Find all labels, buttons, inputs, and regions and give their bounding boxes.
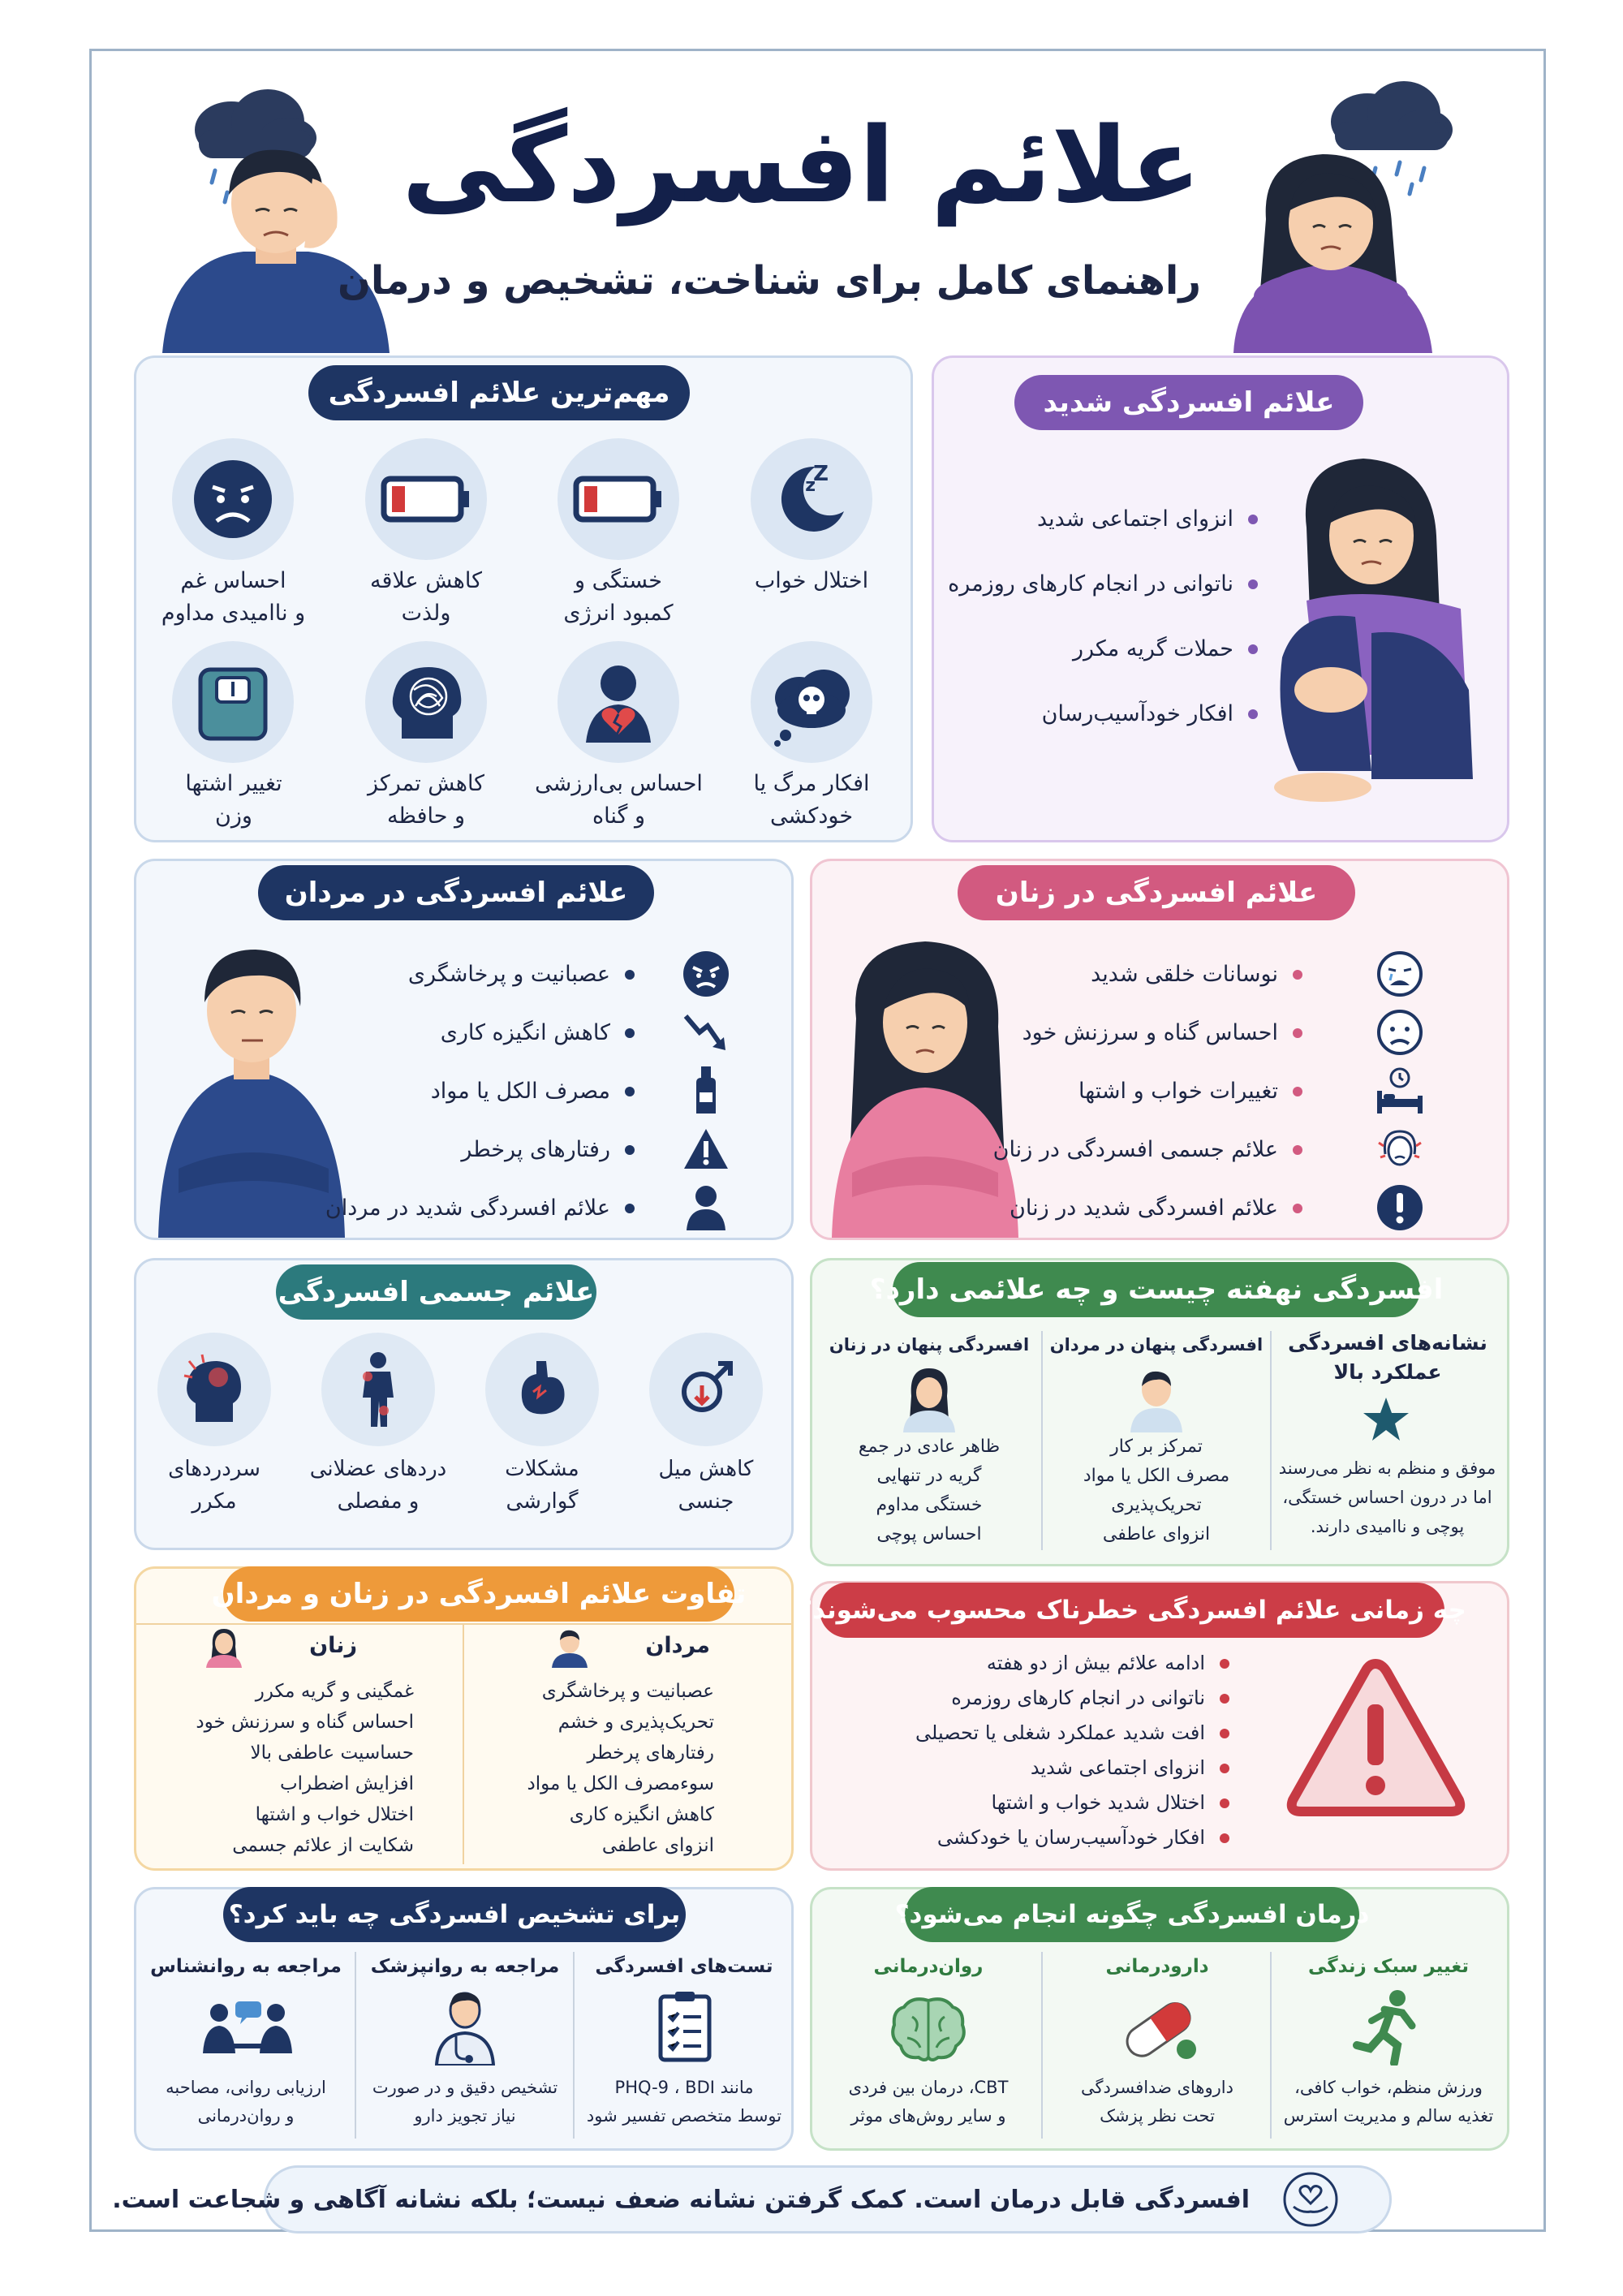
crying-face-icon (1371, 946, 1428, 1002)
symptom-label: خستگی و (575, 568, 662, 593)
severe-list (948, 487, 1258, 747)
list-item: سوءمصرف الکل یا مواد (527, 1773, 714, 1794)
list-item: کاهش انگیزه کاری (569, 1804, 714, 1825)
sad-face-icon (172, 438, 294, 560)
list-item: انزوای اجتماعی شدید (948, 487, 1258, 552)
man-avatar-icon (1124, 1363, 1189, 1432)
physical-label: مشکلات (505, 1457, 579, 1481)
men-column-label: مردان (645, 1633, 710, 1658)
list-item: کاهش انگیزه کاری (325, 1004, 635, 1062)
diagnosis-col-text: ارزیابی روانی، مصاحبه (166, 2078, 326, 2097)
men-title: علائم افسردگی در مردان (258, 865, 654, 920)
warning-triangle-icon (1285, 1656, 1467, 1818)
list-item: غمگینی و گریه مکرر (255, 1681, 414, 1702)
list-item: ناتوانی در انجام کارهای روزمره (948, 552, 1258, 617)
svg-text:Z: Z (813, 462, 829, 486)
symptom-label: کمبود انرژی (563, 601, 674, 626)
main-symptoms-panel (134, 355, 913, 842)
woman-stress-icon (1371, 1121, 1428, 1178)
list-item: تحریک‌پذیری و خشم (558, 1712, 714, 1733)
diagnosis-title: برای تشخیص افسردگی چه باید کرد؟ (223, 1887, 686, 1942)
list-item: رفتارهای پرخطر (325, 1121, 635, 1179)
difference-title: تفاوت علائم افسردگی در زنان و مردان (223, 1566, 734, 1622)
list-item: علائم جسمی افسردگی در زنان (993, 1121, 1302, 1179)
treatment-col-text: و سایر روش‌های موثر (850, 2106, 1006, 2126)
women-difference-list (196, 1676, 414, 1861)
diagnosis-col-title: مراجعه به روانپزشک (370, 1956, 560, 1977)
list-item: نوسانات خلقی شدید (993, 946, 1302, 1004)
men-list (325, 946, 635, 1238)
diagnosis-col-text: نیاز تجویز دارو (414, 2106, 516, 2126)
scale-icon (172, 641, 294, 763)
star-icon (1362, 1396, 1410, 1443)
physical-label: و مفصلی (337, 1489, 420, 1514)
man-arms-crossed-illustration (154, 925, 349, 1238)
hidden-col-text: انزوای عاطفی (1102, 1524, 1211, 1544)
brain-icon (888, 1992, 969, 2066)
hidden-col-title: نشانه‌های افسردگی (1288, 1331, 1487, 1355)
running-person-icon (1352, 1988, 1425, 2066)
diagnosis-col-title: تست‌های افسردگی (595, 1956, 773, 1977)
list-item: علائم افسردگی شدید در زنان (993, 1179, 1302, 1238)
symptom-label: کاهش تمرکز (367, 771, 485, 796)
person-icon (678, 1179, 734, 1236)
moon-sleep-icon (751, 438, 872, 560)
heart-hand-icon (1282, 2171, 1339, 2228)
svg-text:z: z (805, 476, 816, 496)
physical-label: کاهش میل (658, 1457, 754, 1481)
list-item: احساس گناه و سرزنش خود (196, 1712, 414, 1733)
hidden-col-text: تحریک‌پذیری (1111, 1495, 1202, 1515)
treatment-title: درمان افسردگی چگونه انجام می‌شود؟ (905, 1887, 1359, 1942)
physical-label: سردردهای (168, 1457, 260, 1481)
page-title: علائم افسردگی (402, 106, 1201, 226)
severe-title: علائم افسردگی شدید (1014, 375, 1363, 430)
broken-heart-person-icon (558, 641, 679, 763)
diagnosis-col-text: توسط متخصص تفسیر شود (586, 2106, 782, 2126)
symptom-label: وزن (215, 803, 252, 829)
list-item: افزایش اضطراب (279, 1773, 414, 1794)
list-item: تغییرات خواب و اشتها (993, 1062, 1302, 1121)
symptom-label: و حافظه (386, 803, 466, 829)
women-list (993, 946, 1302, 1238)
sad-woman-illustration (1217, 142, 1453, 353)
hidden-col-text: موفق و منظم به نظر می‌رسند (1278, 1458, 1496, 1478)
hidden-col-text: مصرف الکل یا مواد (1083, 1466, 1230, 1486)
diagnosis-col-title: مراجعه به روانشناس (150, 1956, 342, 1977)
treatment-col-text: CBT، درمان بین فردی (848, 2078, 1009, 2097)
women-column-label: زنان (309, 1633, 357, 1658)
doctor-icon (432, 1984, 498, 2066)
list-item: انزوای اجتماعی شدید (915, 1751, 1229, 1786)
symptom-label: اختلال خواب (754, 568, 869, 593)
counseling-icon (195, 1997, 300, 2061)
diagnosis-col-text: و روان‌درمانی (197, 2106, 295, 2126)
list-item: عصبانیت و پرخاشگری (541, 1681, 714, 1702)
checklist-icon (656, 1988, 714, 2063)
treatment-col-title: تغییر سبک زندگی (1307, 1956, 1470, 1977)
list-item: ادامه علائم بیش از دو هفته (915, 1646, 1229, 1681)
hidden-col-text: پوچی و ناامیدی دارند. (1310, 1517, 1465, 1536)
bottle-icon (678, 1062, 734, 1119)
physical-title: علائم جسمی افسردگی (276, 1264, 596, 1320)
list-item: حملات گریه مکرر (948, 617, 1258, 682)
treatment-col-text: ورزش منظم، خواب کافی، (1294, 2078, 1483, 2097)
physical-label: جنسی (678, 1489, 734, 1514)
hidden-col-title: افسردگی پنهان در زنان (829, 1335, 1030, 1355)
main-symptoms-title: مهم‌ترین علائم افسردگی (308, 365, 690, 420)
symptom-label: و ناامیدی مداوم (161, 601, 306, 626)
hidden-col-text: خستگی مداوم (876, 1495, 983, 1515)
body-pain-icon (321, 1333, 435, 1446)
list-item: رفتارهای پرخطر (587, 1742, 714, 1764)
low-battery-icon (365, 438, 487, 560)
list-item: اختلال شدید خواب و اشتها (915, 1786, 1229, 1820)
symptom-label: احساس بی‌ارزشی (535, 771, 703, 796)
hidden-col-text: تمرکز بر کار (1110, 1437, 1203, 1457)
danger-title: چه زمانی علائم افسردگی خطرناک محسوب می‌شوند؟ (820, 1583, 1444, 1638)
low-battery-icon (558, 438, 679, 560)
men-difference-list (527, 1676, 714, 1861)
list-item: اختلال خواب و اشتها (255, 1804, 414, 1825)
list-item: احساس گناه و سرزنش خود (993, 1004, 1302, 1062)
symptom-label: افکار مرگ یا (753, 771, 870, 796)
woman-avatar-icon (203, 1626, 245, 1668)
diagnosis-col-text: مانند PHQ-9 ، BDI (614, 2078, 754, 2097)
symptom-label: کاهش علاقه (370, 568, 482, 593)
gender-symbol-icon (649, 1333, 763, 1446)
treatment-col-text: داروهای ضدافسردگی (1081, 2078, 1233, 2097)
hidden-col-text: ظاهر عادی در جمع (858, 1437, 1001, 1457)
sad-face-icon (1371, 1004, 1428, 1061)
symptom-label: احساس غم (180, 568, 286, 593)
headache-icon (157, 1333, 271, 1446)
hidden-col-title: افسردگی پنهان در مردان (1049, 1335, 1264, 1355)
trend-down-icon (678, 1004, 734, 1061)
treatment-col-text: تحت نظر پزشک (1100, 2106, 1215, 2126)
danger-list (915, 1646, 1229, 1855)
warning-icon (678, 1121, 734, 1178)
physical-label: مکرر (192, 1489, 237, 1514)
list-item: حساسیت عاطفی بالا (250, 1742, 414, 1764)
women-title: علائم افسردگی در زنان (958, 865, 1355, 920)
hidden-col-text: گریه در تنهایی (876, 1466, 982, 1486)
woman-avatar-icon (897, 1363, 962, 1432)
hidden-col-text: اما در درون احساس خستگی، (1282, 1488, 1492, 1507)
list-item: افکار خودآسیب‌رسان (948, 682, 1258, 747)
hidden-depression-title: افسردگی نهفته چیست و چه علائمی دارد؟ (893, 1262, 1420, 1317)
list-item: شکایت از علائم جسمی (232, 1835, 414, 1856)
tangled-head-icon (365, 641, 487, 763)
man-avatar-icon (549, 1626, 591, 1668)
angry-face-icon (678, 946, 734, 1002)
symptom-label: تغییر اشتها (185, 771, 282, 796)
stomach-icon (485, 1333, 599, 1446)
list-item: انزوای عاطفی (601, 1835, 714, 1856)
symptom-label: ولذت (401, 601, 451, 626)
footer-text: افسردگی قابل درمان است. کمک گرفتن نشانه ضعف نیست؛ بلکه نشانه آگاهی و شجاعت است. (112, 2186, 1250, 2214)
physical-label: دردهای عضلانی (309, 1457, 447, 1481)
list-item: علائم افسردگی شدید در مردان (325, 1179, 635, 1238)
list-item: افکار خودآسیب‌رسان یا خودکشی (915, 1820, 1229, 1855)
list-item: ناتوانی در انجام کارهای روزمره (915, 1681, 1229, 1716)
diagnosis-col-text: تشخیص دقیق و در صورت (372, 2078, 558, 2097)
list-item: مصرف الکل یا مواد (325, 1062, 635, 1121)
exclamation-icon (1371, 1179, 1428, 1236)
page-subtitle: راهنمای کامل برای شناخت، تشخیص و درمان (337, 258, 1201, 304)
pill-capsule-icon (1113, 1992, 1203, 2066)
bed-clock-icon (1371, 1062, 1428, 1119)
symptom-label: خودکشی (769, 803, 854, 829)
hidden-col-text: احساس پوچی (876, 1524, 982, 1544)
physical-label: گوارشی (506, 1489, 579, 1514)
hidden-col-title: عملکرد بالا (1333, 1360, 1442, 1384)
list-item: عصبانیت و پرخاشگری (325, 946, 635, 1004)
sitting-woman-illustration (1250, 446, 1493, 812)
treatment-col-text: تغذیه سالم و مدیریت استرس (1283, 2106, 1494, 2126)
symptom-label: و گناه (592, 803, 645, 829)
treatment-col-title: دارودرمانی (1105, 1956, 1209, 1977)
sad-man-illustration (154, 138, 398, 353)
skull-cloud-icon (751, 641, 872, 763)
list-item: افت شدید عملکرد شغلی یا تحصیلی (915, 1716, 1229, 1751)
treatment-col-title: روان‌درمانی (873, 1956, 984, 1977)
